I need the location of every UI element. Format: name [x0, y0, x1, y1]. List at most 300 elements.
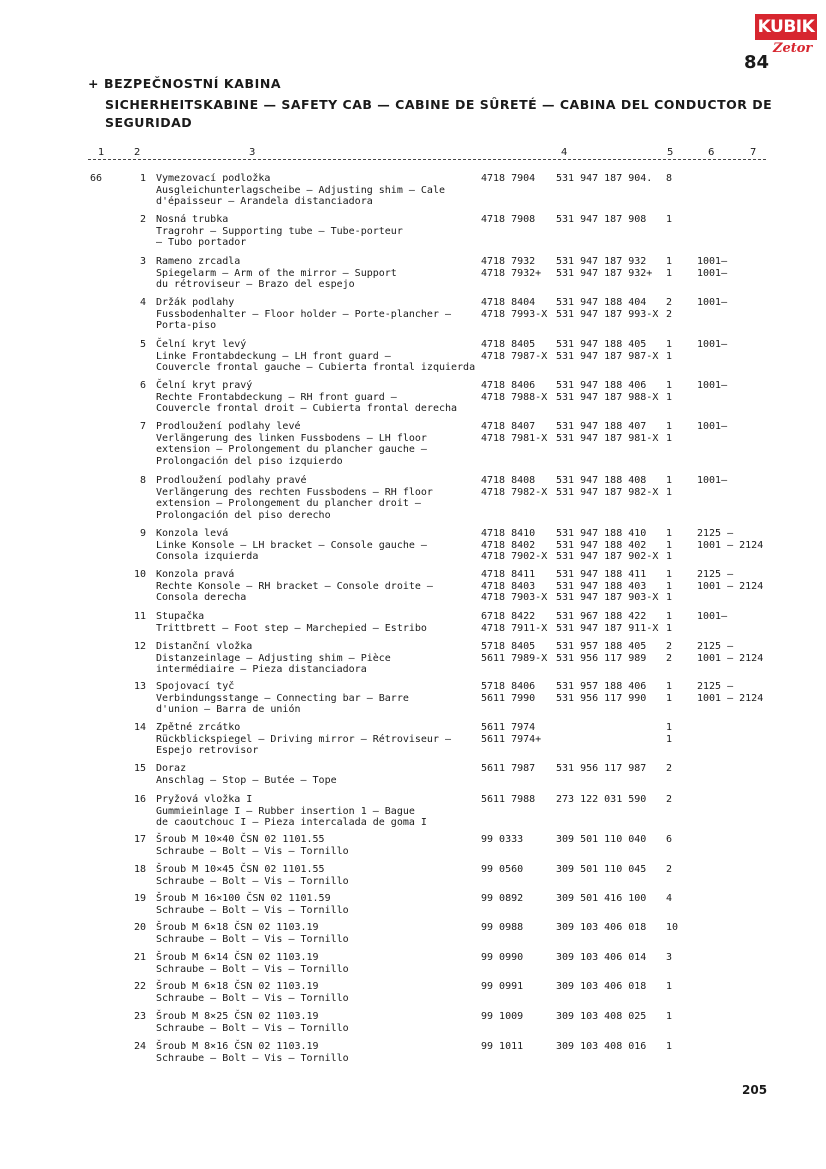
catalog-number-column: [556, 256, 652, 279]
catalog-number-column: [556, 528, 658, 563]
part-number: 4718 7993-X: [481, 308, 548, 320]
catalog-number: 531 947 187 988-X: [556, 391, 659, 403]
description-line: Šroub M 10×45 ČSN 02 1101.55: [156, 864, 325, 875]
position-number: 22: [133, 981, 146, 992]
description-line: Rechte Frontabdeckung — RH front guard —: [156, 391, 397, 403]
description-line: Fussbodenhalter — Floor holder — Porte-plancher —: [156, 308, 452, 320]
quantity-column: [666, 864, 672, 876]
serial-range-column: [697, 421, 727, 433]
serial-range: 1001 — 2124: [697, 652, 764, 664]
column-header-2: 2: [134, 147, 141, 158]
description-line: Gummieinlage I — Rubber insertion 1 — Bague: [156, 805, 415, 817]
description-line: Rechte Konsole — RH bracket — Console droite —: [156, 580, 433, 592]
quantity: 1: [666, 214, 673, 225]
description-line: Porta-piso: [156, 320, 217, 332]
description-line-column: [156, 569, 476, 604]
catalog-number-column: [556, 981, 646, 993]
description-line-column: [156, 173, 476, 208]
quantity-column: [666, 893, 672, 905]
description-line-column: [156, 641, 476, 676]
part-number: 4718 8411: [481, 569, 536, 580]
description-line: Konzola pravá: [156, 569, 235, 580]
quantity: 1: [666, 432, 673, 444]
part-number-column: [481, 421, 547, 444]
catalog-number: 273 122 031 590: [556, 794, 647, 805]
catalog-number: 531 947 187 904.: [556, 173, 653, 184]
catalog-number-column: [556, 1041, 646, 1053]
description-line-column: [156, 722, 476, 757]
quantity-column: [666, 297, 672, 320]
description-line: Čelní kryt pravý: [156, 380, 253, 391]
part-number-column: [481, 475, 547, 498]
part-number: 5718 8405: [481, 641, 536, 652]
catalog-number-column: [556, 922, 646, 934]
part-number: 99 1009: [481, 1011, 524, 1022]
quantity: 10: [666, 922, 679, 933]
catalog-number-column: [556, 475, 658, 498]
position-number: 14: [133, 722, 146, 733]
quantity: 1: [666, 692, 673, 704]
part-number: 4718 8404: [481, 297, 536, 308]
serial-range: 1001 — 2124: [697, 580, 764, 592]
quantity: 1: [666, 733, 673, 745]
catalog-number: 531 956 117 989: [556, 652, 647, 664]
description-line: Ausgleichunterlagscheibe — Adjusting shim — Cale: [156, 184, 445, 196]
position-number: 23: [133, 1011, 146, 1022]
serial-range-column: [697, 475, 727, 487]
logo-text: KUBIK: [757, 17, 815, 37]
part-number: 4718 8410: [481, 528, 536, 539]
description-line: Šroub M 10×40 ČSN 02 1101.55: [156, 834, 325, 845]
description-line: Prolongación del piso izquierdo: [156, 456, 343, 468]
column-header-7: 7: [750, 147, 757, 158]
description-line-column: [156, 864, 476, 887]
description-line-column: [156, 763, 476, 786]
part-number: 4718 7981-X: [481, 432, 548, 444]
description-line-column: [156, 475, 476, 522]
description-line: Espejo retrovisor: [156, 745, 259, 757]
section-number: 84: [744, 52, 770, 73]
description-line: Distanzeinlage — Adjusting shim — Pièce: [156, 652, 391, 664]
header-divider: [88, 159, 766, 160]
description-line: Linke Frontabdeckung — LH front guard —: [156, 350, 391, 362]
description-line: Šroub M 6×18 ČSN 02 1103.19: [156, 922, 319, 933]
quantity-column: [666, 611, 672, 634]
description-line: d'épaisseur — Arandela distanciadora: [156, 196, 373, 208]
position-number: 18: [133, 864, 146, 875]
catalog-number: 531 947 188 406: [556, 380, 647, 391]
catalog-number: 531 956 117 987: [556, 763, 647, 774]
description-line-column: [156, 297, 476, 332]
column-header-4: 4: [561, 147, 568, 158]
part-number: 99 0333: [481, 834, 524, 845]
position-number: 2: [139, 214, 146, 225]
part-number: 5611 7989-X: [481, 652, 548, 664]
description-line: extension — Prolongement du plancher gauche —: [156, 444, 427, 456]
part-number: 5611 7974: [481, 722, 536, 733]
position-number: 16: [133, 794, 146, 805]
quantity: 1: [666, 475, 673, 486]
serial-range-column: [697, 339, 727, 351]
catalog-number-column: [556, 834, 646, 846]
description-line: Rameno zrcadla: [156, 256, 241, 267]
position-number: 20: [133, 922, 146, 933]
serial-range-column: [697, 256, 727, 279]
quantity-column: [666, 569, 672, 604]
description-line: du rétroviseur — Brazo del espejo: [156, 279, 355, 291]
serial-range: 2125 —: [697, 569, 734, 580]
catalog-number-column: [556, 864, 646, 876]
logo-badge: [755, 14, 817, 40]
description-line-column: [156, 380, 476, 415]
catalog-number-column: [556, 681, 646, 704]
catalog-number: 531 947 188 402: [556, 539, 647, 551]
description-line-column: [156, 1011, 476, 1034]
description-line: Schraube — Bolt — Vis — Tornillo: [156, 963, 349, 975]
catalog-number: 531 947 187 981-X: [556, 432, 659, 444]
serial-range: 1001—: [697, 421, 728, 432]
serial-range-column: [697, 297, 727, 309]
serial-range: 2125 —: [697, 528, 734, 539]
position-number: 10: [133, 569, 146, 580]
quantity: 1: [666, 486, 673, 498]
part-number-column: [481, 722, 541, 745]
quantity: 1: [666, 421, 673, 432]
quantity-column: [666, 528, 672, 563]
description-line: Prolongación del piso derecho: [156, 510, 331, 522]
section-subtitle: SICHERHEITSKABINE — SAFETY CAB — CABINE DE SÛRETÉ — CABINA DEL CONDUCTOR DE SEGURIDAD: [105, 97, 773, 130]
quantity: 1: [666, 1041, 673, 1052]
description-line-column: [156, 214, 476, 249]
position-number: 9: [139, 528, 146, 539]
part-number-column: [481, 794, 535, 806]
position-number: 12: [133, 641, 146, 652]
part-number-column: [481, 763, 535, 775]
quantity: 1: [666, 380, 673, 391]
quantity-column: [666, 339, 672, 362]
position-number: 24: [133, 1041, 146, 1052]
part-number: 4718 8403: [481, 580, 536, 592]
description-line: Schraube — Bolt — Vis — Tornillo: [156, 933, 349, 945]
quantity-column: [666, 214, 672, 226]
catalog-number: 309 103 406 018: [556, 981, 647, 992]
column-header-5: 5: [667, 147, 674, 158]
description-line: de caoutchouc I — Pieza intercalada de goma I: [156, 817, 427, 829]
description-line: Vymezovací podložka: [156, 173, 271, 184]
catalog-number: 531 957 188 406: [556, 681, 647, 692]
description-line: Linke Konsole — LH bracket — Console gauche —: [156, 539, 427, 551]
quantity: 2: [666, 297, 673, 308]
part-number-column: [481, 339, 547, 362]
position-number: 19: [133, 893, 146, 904]
description-line: Tragrohr — Supporting tube — Tube-porteur: [156, 225, 403, 237]
position-number: 8: [139, 475, 146, 486]
position-number: 7: [139, 421, 146, 432]
catalog-number-column: [556, 952, 646, 964]
description-line: Schraube — Bolt — Vis — Tornillo: [156, 845, 349, 857]
part-number-column: [481, 893, 523, 905]
catalog-number-column: [556, 1011, 646, 1023]
catalog-number: 309 103 406 014: [556, 952, 647, 963]
part-number: 4718 7911-X: [481, 622, 548, 634]
quantity: 2: [666, 652, 673, 664]
description-line: — Tubo portador: [156, 237, 247, 249]
catalog-number-column: [556, 339, 658, 362]
description-line: Couvercle frontal droit — Cubierta frontal derecha: [156, 403, 458, 415]
quantity: 1: [666, 580, 673, 592]
quantity: 1: [666, 256, 673, 267]
description-line: Šroub M 8×16 ČSN 02 1103.19: [156, 1041, 319, 1052]
quantity-column: [666, 641, 672, 664]
catalog-number-column: [556, 794, 646, 806]
quantity: 2: [666, 641, 673, 652]
serial-range-column: [697, 380, 727, 392]
part-number-column: [481, 214, 535, 226]
catalog-number-column: [556, 641, 646, 664]
part-number-column: [481, 297, 547, 320]
quantity-column: [666, 722, 672, 745]
quantity-column: [666, 421, 672, 444]
position-number: 11: [133, 611, 146, 622]
description-line: Schraube — Bolt — Vis — Tornillo: [156, 992, 349, 1004]
part-number: 5718 8406: [481, 681, 536, 692]
quantity: 6: [666, 834, 673, 845]
description-line: Verlängerung des rechten Fussbodens — RH floor: [156, 486, 433, 498]
description-line: d'union — Barra de unión: [156, 704, 301, 716]
description-line: Rückblickspiegel — Driving mirror — Rétroviseur —: [156, 733, 452, 745]
quantity: 1: [666, 551, 673, 563]
description-line: Nosná trubka: [156, 214, 229, 225]
serial-range: 1001—: [697, 339, 728, 350]
description-line-column: [156, 981, 476, 1004]
description-line: Konzola levá: [156, 528, 229, 539]
description-line-column: [156, 339, 476, 374]
catalog-number: 531 947 187 932: [556, 256, 647, 267]
part-number: 5611 7988: [481, 794, 536, 805]
quantity: 1: [666, 1011, 673, 1022]
quantity-column: [666, 173, 672, 185]
catalog-number-column: [556, 173, 652, 185]
column-header-3: 3: [249, 147, 256, 158]
description-line: intermédiaire — Pieza distanciadora: [156, 664, 367, 676]
description-line: Šroub M 6×14 ČSN 02 1103.19: [156, 952, 319, 963]
quantity: 2: [666, 794, 673, 805]
position-number: 17: [133, 834, 146, 845]
part-number: 99 0560: [481, 864, 524, 875]
description-line: Verlängerung des linken Fussbodens — LH floor: [156, 432, 427, 444]
logo-subtext: Zetor: [773, 41, 813, 56]
part-number-column: [481, 981, 523, 993]
catalog-number: 309 501 416 100: [556, 893, 647, 904]
quantity-column: [666, 952, 672, 964]
part-number: 99 0990: [481, 952, 524, 963]
part-number-column: [481, 1011, 523, 1023]
description-line-column: [156, 922, 476, 945]
part-number: 4718 8405: [481, 339, 536, 350]
part-number: 4718 7908: [481, 214, 536, 225]
position-number: 21: [133, 952, 146, 963]
catalog-number-column: [556, 763, 646, 775]
part-number: 4718 7932+: [481, 267, 542, 279]
description-line: Verbindungsstange — Connecting bar — Barre: [156, 692, 409, 704]
part-number-column: [481, 952, 523, 964]
section-title: + BEZPEČNOSTNÍ KABINA: [88, 76, 282, 91]
part-number-column: [481, 528, 547, 563]
position-number: 6: [139, 380, 146, 391]
quantity-column: [666, 681, 672, 704]
serial-range-column: [697, 528, 763, 551]
description-line: Spiegelarm — Arm of the mirror — Support: [156, 267, 397, 279]
part-number-column: [481, 569, 547, 604]
description-line: Schraube — Bolt — Vis — Tornillo: [156, 904, 349, 916]
serial-range: 1001—: [697, 611, 728, 622]
quantity-column: [666, 763, 672, 775]
description-line: Schraube — Bolt — Vis — Tornillo: [156, 1052, 349, 1064]
column-header-6: 6: [708, 147, 715, 158]
quantity: 1: [666, 539, 673, 551]
figure-number: 66: [90, 173, 103, 184]
description-line: Consola izquierda: [156, 551, 259, 563]
part-number: 99 0988: [481, 922, 524, 933]
catalog-number: 309 103 406 018: [556, 922, 647, 933]
description-line: Distanční vložka: [156, 641, 253, 652]
serial-range: 1001—: [697, 475, 728, 486]
catalog-number-column: [556, 214, 646, 226]
part-number: 5611 7974+: [481, 733, 542, 745]
position-number: 15: [133, 763, 146, 774]
quantity: 3: [666, 952, 673, 963]
catalog-number: 309 501 110 045: [556, 864, 647, 875]
description-line: Schraube — Bolt — Vis — Tornillo: [156, 1022, 349, 1034]
description-line: extension — Prolongement du plancher droit —: [156, 498, 421, 510]
catalog-number: 531 947 188 407: [556, 421, 647, 432]
quantity-column: [666, 981, 672, 993]
serial-range-column: [697, 641, 763, 664]
part-number: 4718 8402: [481, 539, 536, 551]
part-number-column: [481, 611, 547, 634]
part-number: 99 1011: [481, 1041, 524, 1052]
description-line-column: [156, 834, 476, 857]
serial-range-column: [697, 681, 763, 704]
position-number: 1: [139, 173, 146, 184]
catalog-number: 531 947 187 903-X: [556, 592, 659, 604]
quantity: 1: [666, 722, 673, 733]
description-line: Spojovací tyč: [156, 681, 235, 692]
quantity-column: [666, 475, 672, 498]
catalog-number: 531 947 188 408: [556, 475, 647, 486]
catalog-number: 531 957 188 405: [556, 641, 647, 652]
part-number: 4718 7904: [481, 173, 536, 184]
page-number: 205: [742, 1083, 768, 1097]
description-line: Šroub M 16×100 ČSN 02 1101.59: [156, 893, 331, 904]
description-line-column: [156, 1041, 476, 1064]
part-number-column: [481, 922, 523, 934]
catalog-number-column: [556, 611, 658, 634]
catalog-number: 531 947 188 405: [556, 339, 647, 350]
part-number: 99 0991: [481, 981, 524, 992]
serial-range: 1001—: [697, 267, 728, 279]
catalog-number: 531 967 188 422: [556, 611, 647, 622]
description-line: Stupačka: [156, 611, 205, 622]
quantity: 1: [666, 681, 673, 692]
description-line: Čelní kryt levý: [156, 339, 247, 350]
description-line: Consola derecha: [156, 592, 247, 604]
description-line: Doraz: [156, 763, 187, 774]
column-header-1: 1: [98, 147, 105, 158]
quantity: 1: [666, 528, 673, 539]
part-number-column: [481, 681, 535, 704]
description-line: Šroub M 8×25 ČSN 02 1103.19: [156, 1011, 319, 1022]
description-line-column: [156, 256, 476, 291]
description-line-column: [156, 421, 476, 468]
quantity: 1: [666, 611, 673, 622]
position-number: 13: [133, 681, 146, 692]
catalog-number: 531 947 188 404: [556, 297, 647, 308]
quantity: 1: [666, 569, 673, 580]
part-number: 6718 8422: [481, 611, 536, 622]
part-number-column: [481, 380, 547, 403]
quantity: 2: [666, 864, 673, 875]
serial-range: 1001—: [697, 256, 728, 267]
catalog-number: 531 947 187 982-X: [556, 486, 659, 498]
part-number: 5611 7987: [481, 763, 536, 774]
quantity-column: [666, 834, 672, 846]
quantity-column: [666, 794, 672, 806]
quantity: 1: [666, 592, 673, 604]
catalog-number-column: [556, 380, 658, 403]
quantity: 1: [666, 981, 673, 992]
serial-range: 1001—: [697, 380, 728, 391]
catalog-number: 531 947 187 911-X: [556, 622, 659, 634]
catalog-number: 531 947 187 987-X: [556, 350, 659, 362]
quantity-column: [666, 922, 678, 934]
description-line: Prodloužení podlahy pravé: [156, 475, 307, 486]
quantity: 4: [666, 893, 673, 904]
catalog-number: 531 947 187 902-X: [556, 551, 659, 563]
part-number: 4718 8408: [481, 475, 536, 486]
catalog-number: 531 947 188 411: [556, 569, 647, 580]
description-line: Šroub M 6×18 ČSN 02 1103.19: [156, 981, 319, 992]
description-line: Schraube — Bolt — Vis — Tornillo: [156, 875, 349, 887]
description-line: Trittbrett — Foot step — Marchepied — Estribo: [156, 622, 427, 634]
quantity: 1: [666, 622, 673, 634]
serial-range-column: [697, 611, 727, 623]
description-line-column: [156, 952, 476, 975]
part-number: 4718 7988-X: [481, 391, 548, 403]
part-number: 4718 7982-X: [481, 486, 548, 498]
description-line-column: [156, 681, 476, 716]
position-number: 3: [139, 256, 146, 267]
part-number: 4718 7987-X: [481, 350, 548, 362]
serial-range: 1001—: [697, 297, 728, 308]
part-number: 99 0892: [481, 893, 524, 904]
quantity: 1: [666, 391, 673, 403]
serial-range: 1001 — 2124: [697, 692, 764, 704]
description-line: Anschlag — Stop — Butée — Tope: [156, 774, 337, 786]
part-number: 4718 7932: [481, 256, 536, 267]
quantity: 1: [666, 267, 673, 279]
catalog-number: 309 103 408 016: [556, 1041, 647, 1052]
description-line-column: [156, 611, 476, 634]
quantity: 1: [666, 339, 673, 350]
description-line: Couvercle frontal gauche — Cubierta frontal izquierda: [156, 362, 476, 374]
part-number-column: [481, 256, 541, 279]
catalog-number: 531 947 188 403: [556, 580, 647, 592]
catalog-number: 531 947 187 908: [556, 214, 647, 225]
description-line: Držák podlahy: [156, 297, 235, 308]
serial-range: 2125 —: [697, 641, 734, 652]
catalog-number-column: [556, 297, 658, 320]
